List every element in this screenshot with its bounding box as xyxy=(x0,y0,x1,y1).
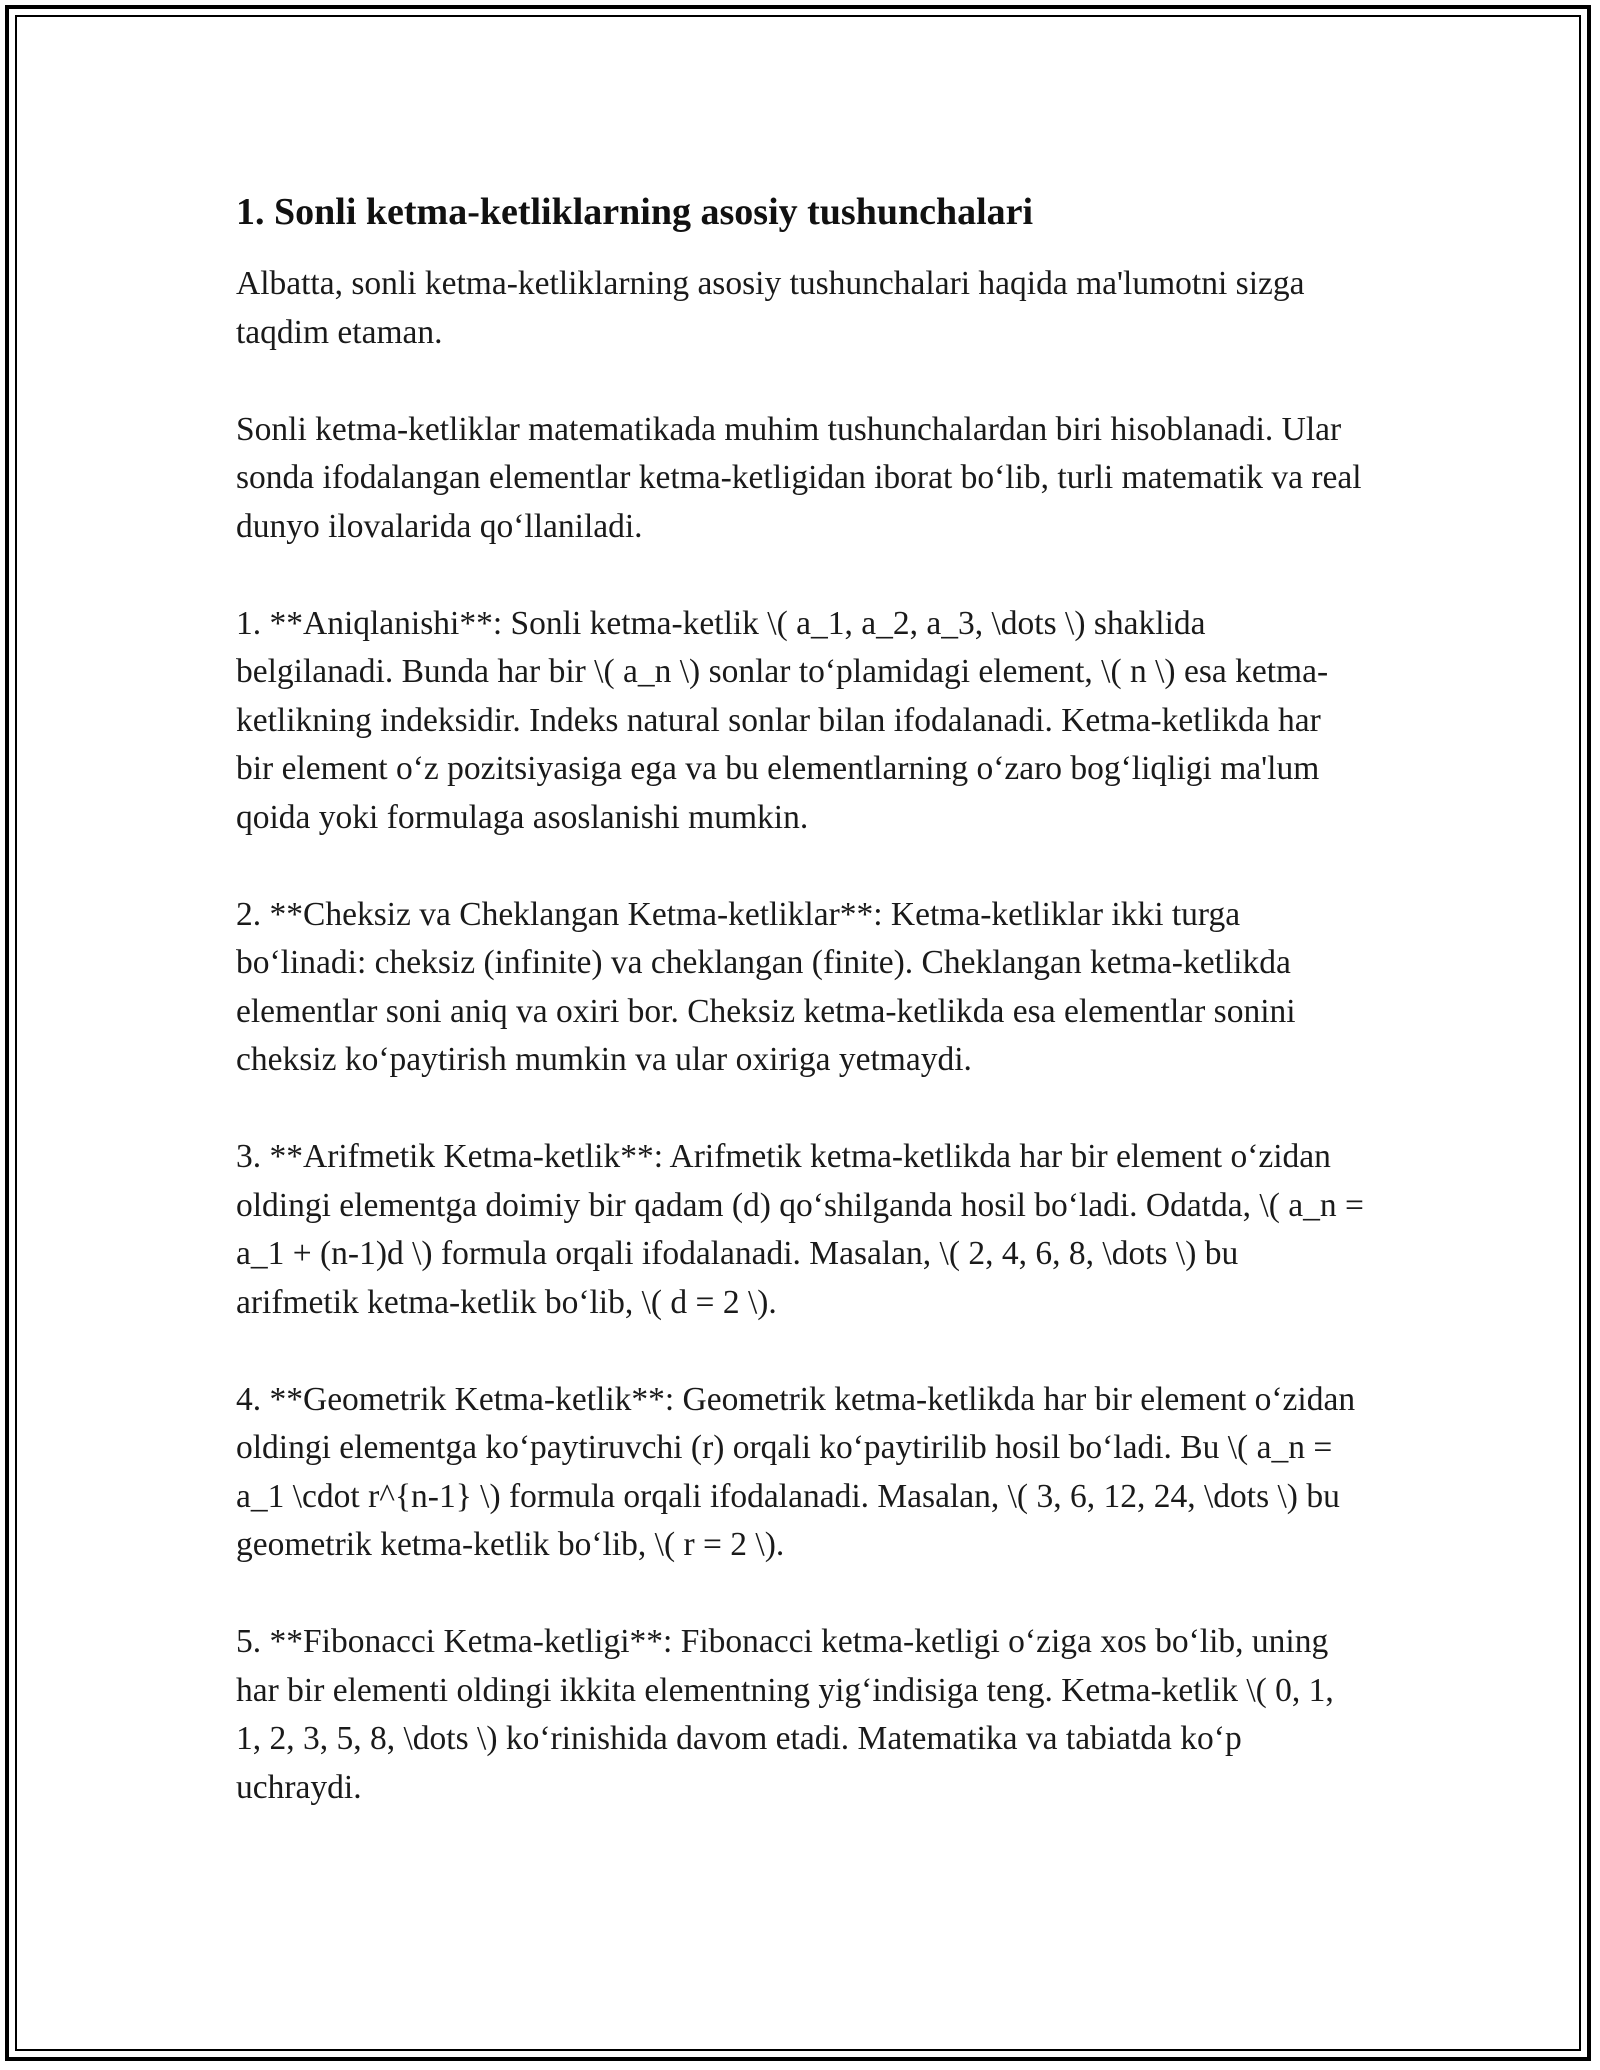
fibonacci-paragraph: 5. **Fibonacci Ketma-ketligi**: Fibonacci ketma-ketligi o‘ziga xos bo‘lib, uning har bir elementi oldingi ikkita elementning yig‘indisiga teng. Ketma-ketlik \( 0, 1, 1, 2, 3, 5, 8, \dots \) ko‘rinishida davom etadi. Matematika va tabiatda ko‘p uchraydi. xyxy=(236,1623,1334,1806)
overview-paragraph: Sonli ketma-ketliklar matematikada muhim tushunchalardan biri hisoblanadi. Ular sonda ifodalangan elementlar ketma-ketligidan iborat bo‘lib, turli matematik va real dunyo ilovalarida qo‘llaniladi. xyxy=(236,410,1362,545)
finite-infinite-paragraph: 2. **Cheksiz va Cheklangan Ketma-ketliklar**: Ketma-ketliklar ikki turga bo‘linadi: cheksiz (infinite) va cheklangan (finite). Cheklangan ketma-ketlikda elementlar soni aniq va oxiri bor. Cheksiz ketma-ketlikda esa elementlar sonini cheksiz ko‘paytirish mumkin va ular oxiriga yetmaydi. xyxy=(236,895,1296,1078)
document-title: 1. Sonli ketma-ketliklarning asosiy tushunchalari xyxy=(236,191,1034,233)
arithmetic-paragraph: 3. **Arifmetik Ketma-ketlik**: Arifmetik ketma-ketlikda har bir element o‘zidan oldingi elementga doimiy bir qadam (d) qo‘shilganda hosil bo‘ladi. Odatda, \( a_n = a_1 + (n-1)d \) formula orqali ifodalanadi. Masalan, \( 2, 4, 6, 8, \dots \) bu arifmetik ketma-ketlik bo‘lib, \( d = 2 \). xyxy=(236,1138,1364,1321)
definition-paragraph: 1. **Aniqlanishi**: Sonli ketma-ketlik \( a_1, a_2, a_3, \dots \) shaklida belgilanadi. Bunda har bir \( a_n \) sonlar to‘plamidagi element, \( n \) esa ketma-ketlikning indeksidir. Indeks natural sonlar bilan ifodalanadi. Ketma-ketlikda har bir element o‘z pozitsiyasiga ega va bu elementlarning o‘zaro bog‘liqligi ma'lum qoida yoki formulaga asoslanishi mumkin. xyxy=(236,604,1329,836)
document-body xyxy=(236,186,1364,1861)
intro-paragraph: Albatta, sonli ketma-ketliklarning asosiy tushunchalari haqida ma'lumotni sizga taqdim etaman. xyxy=(236,265,1305,351)
geometric-paragraph: 4. **Geometrik Ketma-ketlik**: Geometrik ketma-ketlikda har bir element o‘zidan oldingi elementga ko‘paytiruvchi (r) orqali ko‘paytirilib hosil bo‘ladi. Bu \( a_n = a_1 \cdot r^{n-1} \) formula orqali ifodalanadi. Masalan, \( 3, 6, 12, 24, \dots \) bu geometrik ketma-ketlik bo‘lib, \( r = 2 \). xyxy=(236,1380,1356,1563)
